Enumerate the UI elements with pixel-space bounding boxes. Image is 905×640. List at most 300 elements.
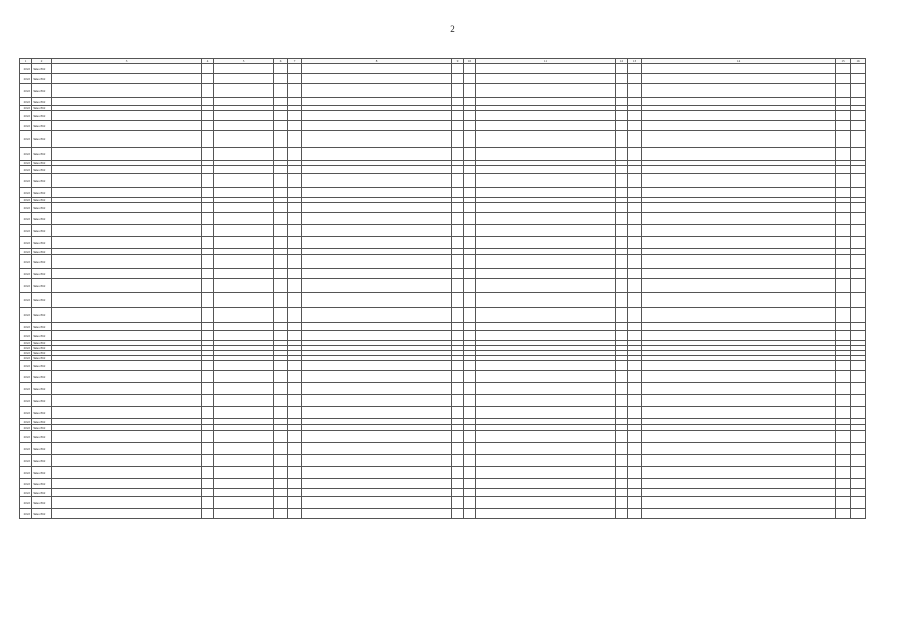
table-cell: [214, 111, 274, 121]
table-cell: [851, 331, 866, 341]
header-cell: 4: [202, 59, 214, 64]
table-cell: [476, 371, 616, 383]
table-cell: [642, 74, 836, 84]
table-cell: [52, 407, 202, 419]
table-row: [20, 455, 866, 467]
table-cell: [464, 121, 476, 131]
table-row: [20, 121, 866, 131]
table-cell: [616, 225, 628, 237]
table-cell: [288, 255, 302, 269]
table-cell: [274, 111, 288, 121]
table-cell: [836, 121, 851, 131]
table-cell: [202, 166, 214, 174]
table-cell: [52, 74, 202, 84]
table-cell: [642, 479, 836, 489]
table-cell: [836, 237, 851, 249]
table-cell: [452, 395, 464, 407]
table-cell: [836, 279, 851, 293]
table-cell: [302, 383, 452, 395]
table-cell: [464, 308, 476, 323]
table-cell: 2022: [20, 497, 32, 509]
table-cell: [464, 331, 476, 341]
table-cell: [851, 279, 866, 293]
table-cell: [202, 443, 214, 455]
table-cell: [616, 279, 628, 293]
table-cell: [476, 293, 616, 308]
header-cell: 5: [214, 59, 274, 64]
table-cell: [274, 509, 288, 519]
table-cell: [452, 467, 464, 479]
table-cell: [302, 293, 452, 308]
table-cell: 2022: [20, 479, 32, 489]
table-cell: [628, 111, 642, 121]
table-cell: [202, 455, 214, 467]
table-cell: [52, 383, 202, 395]
table-cell: [836, 269, 851, 279]
table-cell: [642, 121, 836, 131]
table-cell: [214, 74, 274, 84]
table-cell: [452, 489, 464, 497]
table-cell: [452, 148, 464, 161]
table-cell: 2022: [20, 419, 32, 425]
table-cell: 2022: [20, 361, 32, 371]
table-cell: [52, 293, 202, 308]
table-cell: [642, 166, 836, 174]
table-row: [20, 497, 866, 509]
table-cell: [642, 84, 836, 98]
table-cell: [202, 331, 214, 341]
table-cell: [202, 225, 214, 237]
table-cell: [476, 174, 616, 188]
table-cell: [476, 489, 616, 497]
table-cell: [288, 509, 302, 519]
table-cell: [274, 308, 288, 323]
table-cell: [288, 237, 302, 249]
table-cell: [52, 509, 202, 519]
table-cell: [836, 443, 851, 455]
table-cell: [52, 308, 202, 323]
table-cell: [616, 74, 628, 84]
table-cell: [52, 98, 202, 106]
table-cell: [52, 361, 202, 371]
header-cell: 14: [642, 59, 836, 64]
table-cell: [214, 443, 274, 455]
table-cell: Зима 862: [32, 64, 52, 74]
table-cell: [288, 188, 302, 198]
table-cell: 2022: [20, 249, 32, 255]
table-cell: Зима 862: [32, 84, 52, 98]
table-cell: [202, 371, 214, 383]
table-cell: [274, 237, 288, 249]
table-cell: [851, 237, 866, 249]
table-cell: [214, 479, 274, 489]
table-cell: [52, 237, 202, 249]
table-cell: [202, 74, 214, 84]
table-cell: Зима 862: [32, 371, 52, 383]
table-cell: [464, 269, 476, 279]
table-cell: [616, 467, 628, 479]
table-cell: [464, 213, 476, 225]
table-cell: [288, 74, 302, 84]
table-cell: [851, 371, 866, 383]
table-cell: [288, 371, 302, 383]
table-cell: [274, 361, 288, 371]
table-cell: 2022: [20, 425, 32, 431]
table-cell: [476, 64, 616, 74]
table-cell: 2022: [20, 431, 32, 443]
table-cell: 2022: [20, 121, 32, 131]
table-cell: [202, 497, 214, 509]
table-cell: [452, 213, 464, 225]
table-cell: [52, 203, 202, 213]
table-cell: [452, 443, 464, 455]
table-cell: [52, 148, 202, 161]
table-cell: 2022: [20, 106, 32, 111]
table-cell: [452, 166, 464, 174]
table-cell: [616, 64, 628, 74]
table-cell: [476, 383, 616, 395]
table-cell: 2022: [20, 467, 32, 479]
table-cell: [202, 395, 214, 407]
table-cell: [214, 467, 274, 479]
table-cell: [452, 255, 464, 269]
table-cell: [464, 509, 476, 519]
table-cell: [476, 279, 616, 293]
table-cell: [616, 308, 628, 323]
table-cell: [628, 64, 642, 74]
table-cell: [616, 443, 628, 455]
table-cell: [616, 255, 628, 269]
table-cell: [616, 371, 628, 383]
table-cell: [202, 269, 214, 279]
table-cell: [851, 84, 866, 98]
table-cell: [302, 111, 452, 121]
table-cell: [302, 225, 452, 237]
table-cell: [851, 148, 866, 161]
table-cell: [851, 166, 866, 174]
table-cell: [836, 489, 851, 497]
table-cell: [302, 255, 452, 269]
table-cell: Зима 862: [32, 467, 52, 479]
table-cell: [52, 443, 202, 455]
table-cell: [274, 64, 288, 74]
table-cell: [642, 225, 836, 237]
table-cell: [642, 203, 836, 213]
table-cell: [851, 98, 866, 106]
table-cell: [202, 431, 214, 443]
table-cell: [302, 331, 452, 341]
table-cell: [476, 225, 616, 237]
table-cell: [836, 111, 851, 121]
table-cell: 2022: [20, 395, 32, 407]
table-cell: [274, 98, 288, 106]
table-cell: [452, 308, 464, 323]
table-cell: [642, 64, 836, 74]
table-cell: [476, 331, 616, 341]
table-cell: [836, 131, 851, 148]
header-cell: 1: [20, 59, 32, 64]
table-cell: [851, 443, 866, 455]
header-cell: 15: [836, 59, 851, 64]
table-cell: 2022: [20, 64, 32, 74]
table-cell: [214, 395, 274, 407]
table-cell: [851, 131, 866, 148]
table-cell: [302, 323, 452, 331]
table-cell: Зима 862: [32, 279, 52, 293]
table-cell: [302, 395, 452, 407]
table-cell: [452, 225, 464, 237]
table-cell: [616, 269, 628, 279]
table-cell: [452, 121, 464, 131]
table-cell: [202, 479, 214, 489]
table-cell: Зима 862: [32, 431, 52, 443]
table-cell: [616, 213, 628, 225]
table-cell: [288, 84, 302, 98]
table-cell: [274, 479, 288, 489]
table-cell: [642, 98, 836, 106]
table-cell: [274, 255, 288, 269]
table-cell: Зима 862: [32, 98, 52, 106]
table-cell: [274, 371, 288, 383]
table-cell: [476, 121, 616, 131]
table-cell: [202, 84, 214, 98]
table-row: [20, 84, 866, 98]
table-cell: [642, 279, 836, 293]
table-cell: Зима 862: [32, 443, 52, 455]
table-cell: [464, 489, 476, 497]
table-cell: [202, 407, 214, 419]
table-cell: [464, 443, 476, 455]
table-cell: [302, 279, 452, 293]
table-cell: [642, 371, 836, 383]
table-cell: [288, 308, 302, 323]
table-cell: Зима 862: [32, 131, 52, 148]
table-cell: [851, 293, 866, 308]
table-cell: Зима 862: [32, 308, 52, 323]
table-cell: [214, 383, 274, 395]
table-cell: [616, 455, 628, 467]
table-cell: [464, 455, 476, 467]
table-cell: [628, 455, 642, 467]
table-cell: [616, 174, 628, 188]
table-cell: 2022: [20, 346, 32, 351]
table-cell: [628, 174, 642, 188]
table-cell: [628, 371, 642, 383]
table-cell: Зима 862: [32, 383, 52, 395]
table-cell: Зима 862: [32, 203, 52, 213]
table-cell: [302, 489, 452, 497]
table-cell: [302, 308, 452, 323]
table-cell: [202, 121, 214, 131]
table-row: [20, 407, 866, 419]
table-cell: [52, 489, 202, 497]
table-cell: [288, 431, 302, 443]
table-cell: [452, 131, 464, 148]
table-cell: 2022: [20, 213, 32, 225]
table-cell: [836, 308, 851, 323]
table-cell: 2022: [20, 443, 32, 455]
table-cell: [642, 213, 836, 225]
table-cell: [836, 148, 851, 161]
table-cell: [214, 131, 274, 148]
table-cell: [476, 395, 616, 407]
table-cell: [302, 455, 452, 467]
table-cell: [302, 237, 452, 249]
table-cell: [642, 455, 836, 467]
table-cell: [616, 121, 628, 131]
table-cell: [464, 237, 476, 249]
table-cell: [302, 98, 452, 106]
table-cell: [851, 269, 866, 279]
table-row: [20, 213, 866, 225]
table-cell: [628, 395, 642, 407]
table-cell: [202, 237, 214, 249]
table-cell: [214, 225, 274, 237]
table-row: [20, 371, 866, 383]
table-cell: [476, 467, 616, 479]
table-cell: [202, 255, 214, 269]
table-cell: [851, 395, 866, 407]
table-cell: [628, 431, 642, 443]
table-cell: [476, 237, 616, 249]
table-row: [20, 489, 866, 497]
table-cell: [628, 383, 642, 395]
table-cell: [302, 269, 452, 279]
table-cell: [642, 383, 836, 395]
table-cell: [642, 323, 836, 331]
table-cell: [836, 361, 851, 371]
table-cell: 2022: [20, 174, 32, 188]
table-cell: [836, 431, 851, 443]
table-cell: [628, 121, 642, 131]
table-cell: [851, 111, 866, 121]
table-cell: [851, 323, 866, 331]
table-cell: [464, 203, 476, 213]
table-cell: [628, 255, 642, 269]
header-cell: 7: [288, 59, 302, 64]
table-cell: [628, 279, 642, 293]
table-cell: [288, 131, 302, 148]
table-cell: [288, 497, 302, 509]
table-cell: Зима 862: [32, 166, 52, 174]
table-cell: Зима 862: [32, 237, 52, 249]
table-cell: [452, 455, 464, 467]
table-cell: [642, 148, 836, 161]
table-cell: [288, 395, 302, 407]
table-cell: [288, 166, 302, 174]
table-cell: [642, 331, 836, 341]
table-cell: [836, 407, 851, 419]
table-cell: [302, 407, 452, 419]
table-cell: [642, 255, 836, 269]
table-cell: [202, 203, 214, 213]
table-cell: [274, 203, 288, 213]
table-cell: [476, 84, 616, 98]
table-cell: [288, 323, 302, 331]
table-cell: [476, 479, 616, 489]
table-cell: [836, 255, 851, 269]
table-cell: [476, 431, 616, 443]
table-cell: [851, 431, 866, 443]
table-cell: [288, 489, 302, 497]
table-cell: [616, 166, 628, 174]
table-cell: [214, 293, 274, 308]
table-cell: [851, 174, 866, 188]
table-cell: [214, 64, 274, 74]
table-cell: [52, 121, 202, 131]
table-cell: Зима 862: [32, 425, 52, 431]
table-cell: [288, 293, 302, 308]
table-cell: [642, 467, 836, 479]
table-cell: [452, 479, 464, 489]
table-cell: [836, 84, 851, 98]
table-cell: [616, 203, 628, 213]
table-cell: [628, 308, 642, 323]
table-cell: 2022: [20, 131, 32, 148]
table-cell: [202, 111, 214, 121]
table-cell: [628, 237, 642, 249]
table-cell: [464, 431, 476, 443]
table-cell: [274, 293, 288, 308]
page-number: 2: [450, 24, 455, 34]
table-cell: [851, 479, 866, 489]
table-cell: Зима 862: [32, 213, 52, 225]
table-cell: [302, 371, 452, 383]
table-cell: [52, 479, 202, 489]
table-cell: [214, 166, 274, 174]
table-cell: [452, 371, 464, 383]
table-cell: 2022: [20, 98, 32, 106]
table-cell: [616, 131, 628, 148]
table-cell: [202, 98, 214, 106]
table-cell: [476, 455, 616, 467]
table-cell: [642, 395, 836, 407]
table-row: [20, 308, 866, 323]
table-cell: [52, 279, 202, 293]
table-cell: [52, 174, 202, 188]
table-cell: [288, 213, 302, 225]
table-cell: [642, 489, 836, 497]
table-cell: 2022: [20, 84, 32, 98]
table-cell: [836, 293, 851, 308]
table-cell: [302, 509, 452, 519]
header-cell: 9: [452, 59, 464, 64]
table-cell: [274, 188, 288, 198]
table-cell: Зима 862: [32, 106, 52, 111]
table-cell: [616, 293, 628, 308]
table-cell: Зима 862: [32, 111, 52, 121]
table-cell: [464, 74, 476, 84]
table-cell: [52, 213, 202, 225]
table-cell: [628, 293, 642, 308]
table-cell: [288, 407, 302, 419]
table-cell: [274, 213, 288, 225]
table-cell: [851, 509, 866, 519]
table-cell: Зима 862: [32, 407, 52, 419]
table-cell: [274, 84, 288, 98]
table-cell: [836, 371, 851, 383]
table-cell: [52, 497, 202, 509]
table-cell: [214, 331, 274, 341]
table-cell: [274, 174, 288, 188]
header-cell: 2: [32, 59, 52, 64]
table-cell: 2022: [20, 111, 32, 121]
table-cell: [202, 293, 214, 308]
table-cell: Зима 862: [32, 419, 52, 425]
table-cell: [202, 509, 214, 519]
table-row: [20, 98, 866, 106]
table-cell: [274, 489, 288, 497]
